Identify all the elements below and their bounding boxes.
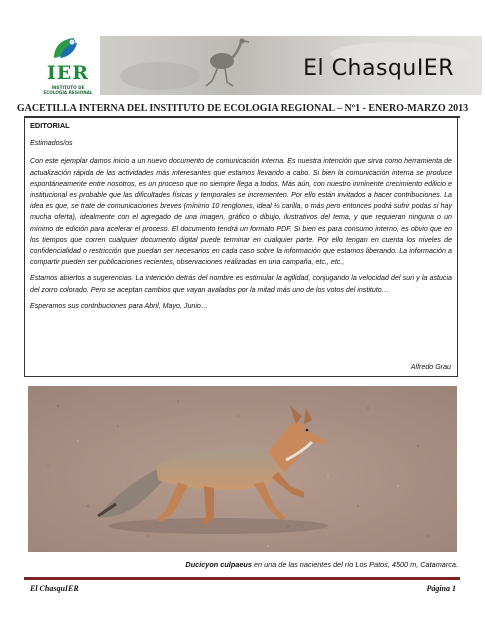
editorial-paragraph-2: Estamos abiertos a sugerencias. La intención detrás del nombre es estimular la agilidad, conjugando la velocidad del suri y la astucia del zorro colorado. Pero se aceptan cambios que vayan avalados por la mitad más uno de los votos del instituto…	[30, 274, 452, 294]
culpeo-fox-image	[28, 386, 457, 552]
newsletter-title: El ChasquIER	[303, 56, 454, 81]
photo-caption	[185, 560, 458, 569]
editorial-signature: Alfredo Grau	[410, 362, 451, 371]
page-number: Página 1	[426, 584, 456, 593]
logo-subtitle: INSTITUTO DE ECOLOGÍA REGIONAL	[43, 85, 93, 95]
editorial-heading: EDITORIAL	[30, 121, 70, 130]
footer-divider	[24, 577, 460, 580]
ier-logo	[36, 36, 98, 98]
caption-species: Ducicyon culpaeus	[185, 560, 252, 569]
footer-title: El ChasquIER	[30, 584, 79, 593]
editorial-paragraph-3: Esperamos sus contribuciones para Abril, Mayo, Junio…	[30, 301, 208, 310]
caption-text: en una de las nacientes del río Los Patos, 4500 m, Catamarca.	[251, 560, 458, 569]
editorial-box	[24, 116, 458, 377]
header-banner	[100, 36, 482, 95]
fox-photo	[28, 386, 457, 552]
issue-subtitle: GACETILLA INTERNA DEL INSTITUTO DE ECOLOGIA REGIONAL – Nº1 - ENERO-MARZO 2013	[16, 103, 469, 114]
logo-leaf-icon	[50, 36, 80, 62]
logo-text: IER	[46, 62, 90, 84]
editorial-paragraph-1: Con este ejemplar damos inicio a un nuevo documento de comunicación interna. Es nuestra intención que sirva como herramienta de actualización rápida de las actividades más interesantes que estamos llevando a cabo. Si bien la comunicación interna se produce espontáneamente entre nosotros, es un proceso que no siempre llega a todos. Más aún, con nuestro inminente crecimiento edilicio e institucional es probable que las dificultades físicas y temporales se incrementen. Por ello están invitados a hacer contribuciones. La idea es que, se trate de comunicaciones breves (mínimo 10 renglones, ideal ½ carilla, o más pero entonces podrá sufrir podas si hay mucha oferta), idealmente con el agregado de una imagen, gráfico o dibujo, ilustrativos del tema, y que requieran ninguna o un mínimo de edición para acelerar el proceso. El documento tendrá un formato PDF. Si bien es para consumo interno, es obvio que en los tiempos que corren cualquier documento digital puede terminar en cualquier parte. Por ello tengan en cuenta los niveles de confidencialidad o restricción que puedan ser necesarios en cada caso sobre la información que estamos liberando. La información a compartir pueden ser publicaciones recientes, observaciones realizadas en una campaña, etc., etc.,	[30, 157, 452, 267]
editorial-greeting: Estimados/os	[30, 139, 73, 148]
